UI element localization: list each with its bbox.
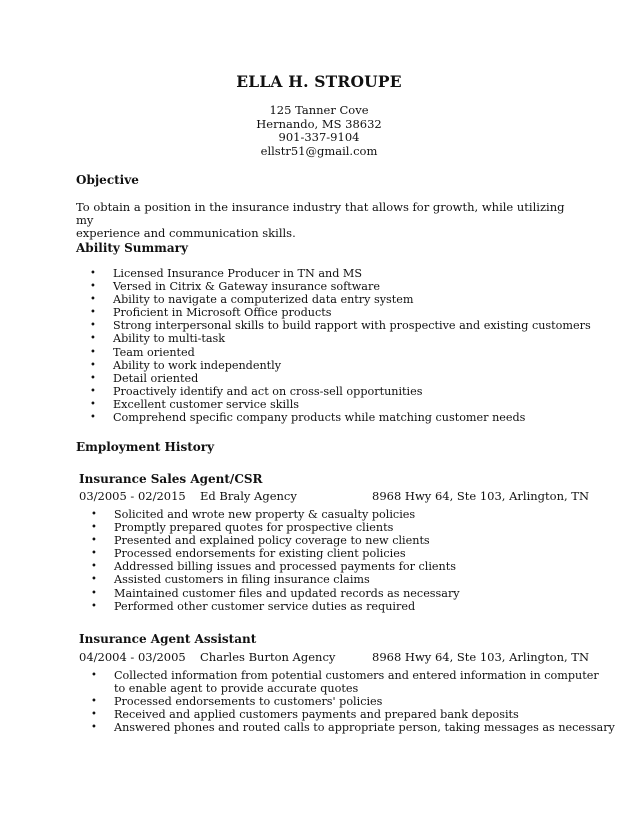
job-dates: 03/2005 - 02/2015	[79, 489, 186, 503]
objective-heading: Objective	[76, 173, 139, 187]
job-address: 8968 Hwy 64, Ste 103, Arlington, TN	[372, 489, 590, 503]
job-title: Insurance Agent Assistant	[79, 632, 257, 646]
bullet-icon: •	[91, 587, 97, 599]
ability-summary-list-container	[76, 267, 596, 424]
list-item: • Solicited and wrote new property & casualty policies	[91, 508, 416, 521]
bullet-icon: •	[90, 268, 96, 279]
list-item: • Presented and explained policy coverage to new clients	[91, 534, 430, 548]
list-item: • Team oriented	[90, 345, 195, 359]
bullet-icon: •	[90, 346, 96, 358]
address-line-2: Hernando, MS 38632	[256, 116, 382, 131]
phone-number: 901-337-9104	[278, 130, 360, 144]
objective-text	[76, 201, 576, 240]
bullet-icon: •	[90, 294, 96, 306]
bullet-icon: •	[90, 359, 96, 371]
bullet-icon: •	[90, 320, 96, 332]
list-item: • Proficient in Microsoft Office products	[90, 306, 332, 320]
list-item: • Excellent customer service skills	[90, 397, 300, 411]
bullet-icon: •	[90, 398, 96, 410]
bullet-icon: •	[91, 561, 97, 573]
bullet-icon: •	[91, 574, 97, 586]
list-item: • Addressed billing issues and processed payments for clients	[91, 560, 456, 574]
bullet-icon: •	[91, 670, 97, 681]
bullet-icon: •	[91, 600, 97, 612]
resume-header	[0, 72, 638, 158]
list-item: • Processed endorsements for existing client policies	[91, 547, 406, 561]
job-duties-container	[76, 508, 596, 613]
bullet-icon: •	[90, 372, 96, 384]
job-address: 8968 Hwy 64, Ste 103, Arlington, TN	[372, 650, 590, 664]
bullet-icon: •	[90, 281, 96, 293]
bullet-icon: •	[91, 722, 97, 734]
list-item: • Processed endorsements to customers' policies	[91, 695, 383, 709]
job-dates: 04/2004 - 03/2005	[79, 650, 186, 664]
bullet-icon: •	[90, 385, 96, 397]
job-duties-container	[76, 669, 615, 735]
bullet-icon: •	[91, 696, 97, 708]
list-item: • Answered phones and routed calls to appropriate person, taking messages as necessary	[91, 721, 615, 735]
bullet-icon: •	[91, 535, 97, 547]
job-title: Insurance Sales Agent/CSR	[79, 472, 263, 486]
bullet-icon: •	[91, 509, 97, 520]
list-item: • Proactively identify and act on cross-sell opportunities	[90, 384, 423, 398]
job-duties-list	[76, 669, 615, 735]
list-item-continuation: to enable agent to provide accurate quotes	[114, 682, 359, 696]
bullet-icon: •	[90, 412, 96, 424]
objective-text-line-2: experience and communication skills.	[76, 226, 296, 240]
list-item: • Promptly prepared quotes for prospective clients	[91, 521, 394, 535]
ability-summary-section	[76, 241, 576, 255]
list-item: • Comprehend specific company products while matching customer needs	[90, 411, 526, 425]
job-duties-list	[76, 508, 596, 613]
employment-history-heading: Employment History	[76, 440, 215, 454]
list-item: • Assisted customers in filing insurance claims	[91, 573, 370, 587]
list-item: • Performed other customer service duties as required	[91, 599, 416, 613]
list-item: • Detail oriented	[90, 371, 199, 385]
list-item: • Collected information from potential customers and entered information in computer	[91, 669, 599, 682]
bullet-icon: •	[90, 333, 96, 345]
list-item: • Ability to multi-task	[90, 332, 226, 346]
job-company: Charles Burton Agency	[200, 650, 336, 664]
objective-text-line-1: To obtain a position in the insurance industry that allows for growth, while utilizing my	[76, 200, 565, 227]
bullet-icon: •	[90, 307, 96, 319]
job-company: Ed Braly Agency	[200, 489, 297, 503]
ability-summary-heading: Ability Summary	[76, 241, 188, 255]
bullet-icon: •	[91, 522, 97, 534]
email-address: ellstr51@gmail.com	[260, 143, 378, 158]
objective-section	[76, 173, 576, 187]
list-item: • Received and applied customers payments and prepared bank deposits	[91, 708, 519, 722]
list-item: • Maintained customer files and updated records as necessary	[91, 586, 460, 600]
ability-summary-list	[76, 267, 596, 424]
bullet-icon: •	[91, 548, 97, 560]
employment-history-section	[76, 440, 576, 454]
list-item: • Versed in Citrix & Gateway insurance software	[90, 280, 380, 294]
list-item: • Ability to navigate a computerized data entry system	[90, 293, 414, 307]
candidate-name: ELLA H. STROUPE	[236, 72, 402, 91]
bullet-icon: •	[91, 709, 97, 721]
address-line-1: 125 Tanner Cove	[269, 103, 369, 117]
list-item: • Licensed Insurance Producer in TN and MS	[90, 267, 363, 280]
list-item: • Strong interpersonal skills to build rapport with prospective and existing customers	[90, 319, 591, 333]
list-item: • Ability to work independently	[90, 358, 282, 372]
